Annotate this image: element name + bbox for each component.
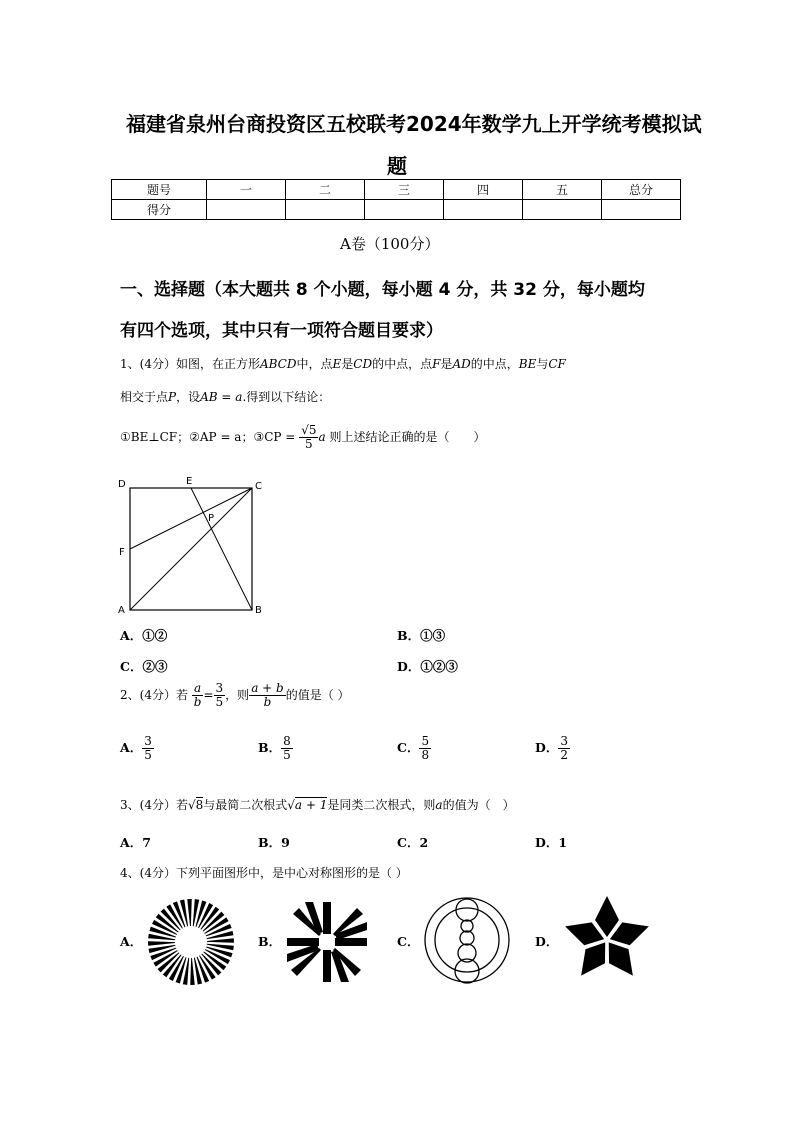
label-b: B <box>255 605 262 616</box>
label-c: C <box>255 481 262 492</box>
question-1-line-1: 1、(4分）如图，在正方形ABCD中，点E是CD的中点，点F是AD的中点，BE与CF <box>120 357 566 371</box>
q1-option-c[interactable]: C．②③ <box>120 659 168 674</box>
q3-option-b[interactable]: B．9 <box>258 835 290 850</box>
starburst-figure <box>284 900 370 984</box>
circles-figure <box>422 893 512 987</box>
circles-outlines <box>425 898 509 983</box>
q2-option-c[interactable]: C． $\frac{5}{8}$ <box>397 734 430 763</box>
question-1-line-2: 相交于点P，设AB = a.得到以下结论： <box>120 390 331 404</box>
page-title-cont: 题 <box>387 154 407 178</box>
score-header-cell: 三 <box>365 180 444 200</box>
sqrt-symbol: √ <box>187 798 196 812</box>
score-row-label: 得分 <box>112 200 207 220</box>
fraction: $\frac{5}{8}$ <box>421 734 430 763</box>
q2-option-b[interactable]: B． $\frac{8}{5}$ <box>258 734 291 763</box>
label-d: D <box>118 479 126 490</box>
q1-option-b[interactable]: B．①③ <box>397 628 446 643</box>
kite-shapes <box>561 896 652 983</box>
q4-option-b[interactable]: B． <box>258 934 282 949</box>
label-a: A <box>118 605 125 616</box>
score-header-cell: 五 <box>523 180 602 200</box>
fraction: $\frac{a + b}{b}$ <box>251 681 284 710</box>
paper-section-heading: A卷（100分） <box>340 235 440 253</box>
line-ac <box>130 488 252 610</box>
q1-option-d[interactable]: D．①②③ <box>397 659 458 674</box>
score-cell <box>444 200 523 220</box>
score-header-cell: 总分 <box>602 180 681 200</box>
score-header-cell: 题号 <box>112 180 207 200</box>
q4-option-c[interactable]: C． <box>397 934 420 949</box>
score-cell <box>207 200 286 220</box>
fraction: $\frac{3}{5}$ <box>144 734 152 763</box>
q3-option-a[interactable]: A．7 <box>120 835 151 850</box>
q3-option-c[interactable]: C．2 <box>397 835 429 850</box>
fraction: $\frac{√5}{5}$ <box>301 423 317 452</box>
label-p: P <box>208 513 215 524</box>
score-table <box>111 179 681 220</box>
score-cell <box>602 200 681 220</box>
label-f: F <box>119 547 125 558</box>
q4-option-a[interactable]: A． <box>120 934 143 949</box>
q1-option-a[interactable]: A．①② <box>120 628 168 643</box>
page-title: 福建省泉州台商投资区五校联考2024年数学九上开学统考模拟试 <box>126 112 702 136</box>
score-cell <box>286 200 365 220</box>
question-3: 3、(4分）若√8与最简二次根式√a + 1是同类二次根式，则a的值为（ ） <box>120 798 515 812</box>
line-cf <box>130 488 252 549</box>
question-4: 4、(4分）下列平面图形中，是中心对称图形的是（ ） <box>120 866 408 880</box>
score-header-cell: 二 <box>286 180 365 200</box>
kite-star-figure <box>560 893 654 987</box>
score-header-cell: 四 <box>444 180 523 200</box>
q2-option-d[interactable]: D． $\frac{3}{2}$ <box>535 734 568 763</box>
sqrt-symbol: √ <box>287 798 295 812</box>
fraction: $\frac{3}{2}$ <box>560 734 568 763</box>
sunburst-figure <box>146 897 236 987</box>
fraction: $\frac{8}{5}$ <box>283 734 291 763</box>
score-table-header-row <box>112 180 681 200</box>
q2-option-a[interactable]: A． $\frac{3}{5}$ <box>120 734 152 763</box>
fraction: $\frac{a}{b}$ <box>193 681 202 710</box>
starburst-shapes <box>287 902 367 982</box>
fraction: $\frac{3}{5}$ <box>215 681 224 710</box>
line-be <box>191 488 252 610</box>
q3-option-d[interactable]: D．1 <box>535 835 568 850</box>
q4-option-d[interactable]: D． <box>535 934 559 949</box>
section-heading-cont: 有四个选项，其中只有一项符合题目要求） <box>120 321 443 341</box>
section-heading: 一、选择题（本大题共 8 个小题，每小题 4 分，共 32 分，每小题均 <box>120 280 645 300</box>
score-table-score-row <box>112 200 681 220</box>
question-1-conclusions: ①BE⊥CF；②AP = a；③CP = $\frac{√5}{5}$ a 则上述结论正确的是（ ） <box>120 423 486 452</box>
score-cell <box>523 200 602 220</box>
sunburst-center <box>177 928 205 956</box>
square-figure <box>115 475 270 620</box>
score-cell <box>365 200 444 220</box>
label-e: E <box>186 476 193 487</box>
question-2: 2、(4分）若 $\frac{a}{b}$ = $\frac{3}{5}$ ，则 $\frac{a + b}{b}$ 的值是（ ） <box>120 681 350 710</box>
score-header-cell: 一 <box>207 180 286 200</box>
